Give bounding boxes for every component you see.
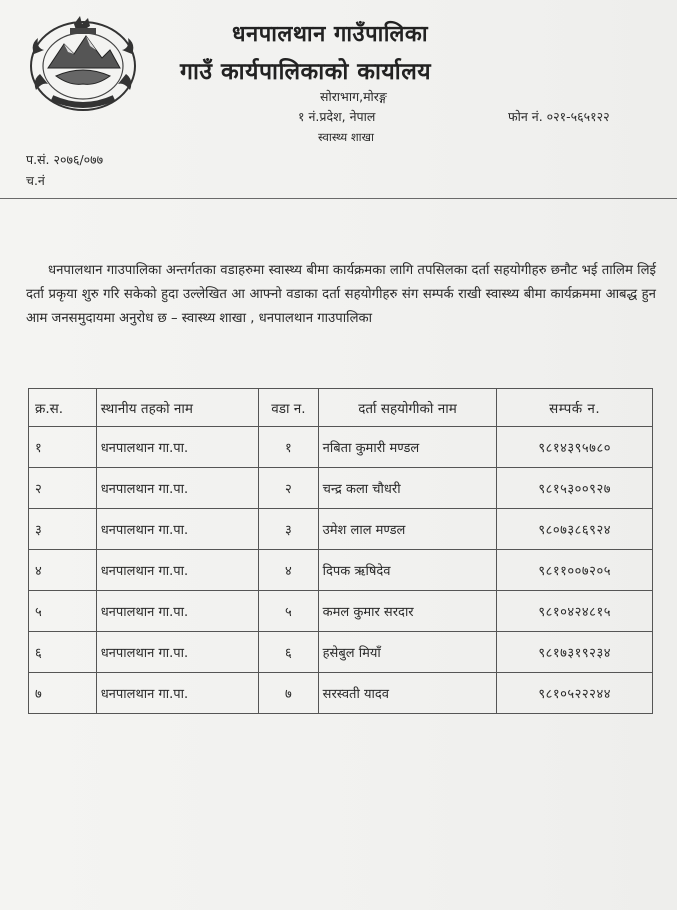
serial-cell: ३ xyxy=(29,509,97,550)
contact-cell: ९८१०४२४८१५ xyxy=(497,591,653,632)
serial-cell: ७ xyxy=(29,673,97,714)
local-body-cell: धनपालथान गा.पा. xyxy=(96,468,258,509)
contact-cell: ९८१५३००९२७ xyxy=(497,468,653,509)
table-row xyxy=(29,591,653,632)
header-assistant-name: दर्ता सहयोगीको नाम xyxy=(318,389,497,427)
dispatch-number: च.नं xyxy=(26,173,45,188)
assistant-name-cell: कमल कुमार सरदार xyxy=(318,591,497,632)
local-body-cell: धनपालथान गा.पा. xyxy=(96,509,258,550)
header-local-body: स्थानीय तहको नाम xyxy=(96,389,258,427)
assistant-name-cell: हसेबुल मियाँ xyxy=(318,632,497,673)
assistant-name-cell: सरस्वती यादव xyxy=(318,673,497,714)
assistant-name-cell: नबिता कुमारी मण्डल xyxy=(318,427,497,468)
address-line-1: सोराभाग,मोरङ्ग xyxy=(320,89,387,104)
assistant-name-cell: दिपक ऋषिदेव xyxy=(318,550,497,591)
registration-assistants-table xyxy=(28,388,653,714)
ward-cell: ३ xyxy=(259,509,319,550)
contact-cell: ९८१०५२२२४४ xyxy=(497,673,653,714)
contact-cell: ९८१४३९५७८० xyxy=(497,427,653,468)
ward-cell: ६ xyxy=(259,632,319,673)
government-emblem-icon xyxy=(26,14,140,114)
local-body-cell: धनपालथान गा.पा. xyxy=(96,427,258,468)
ward-cell: ५ xyxy=(259,591,319,632)
header-contact: सम्पर्क न. xyxy=(497,389,653,427)
header-serial: क्र.स. xyxy=(29,389,97,427)
local-body-cell: धनपालथान गा.पा. xyxy=(96,673,258,714)
address-line-2: १ नं.प्रदेश, नेपाल xyxy=(298,109,376,124)
table-row xyxy=(29,550,653,591)
header-divider xyxy=(0,198,677,199)
ward-cell: १ xyxy=(259,427,319,468)
local-body-cell: धनपालथान गा.पा. xyxy=(96,550,258,591)
table-row xyxy=(29,427,653,468)
table-header-row xyxy=(29,389,653,427)
serial-cell: ६ xyxy=(29,632,97,673)
table-row xyxy=(29,673,653,714)
serial-cell: २ xyxy=(29,468,97,509)
contact-cell: ९८११००७२०५ xyxy=(497,550,653,591)
ward-cell: ७ xyxy=(259,673,319,714)
table-row xyxy=(29,468,653,509)
notice-paragraph: धनपालथान गाउपालिका अन्तर्गतका वडाहरुमा स्वास्थ्य बीमा कार्यक्रमका लागि तपसिलका दर्ता सहयोगीहरु छनौट भई तालिम लिई दर्ता प्रकृया शुरु गरि सकेको हुदा उल्लेखित आ आफ्नो वडाका दर्ता सहयोगीहरु संग सम्पर्क राखी स्वास्थ्य बीमा कार्यक्रममा आबद्ध हुन आम जनसमुदायमा अनुरोध छ – स्वास्थ्य शाखा , धनपालथान गाउपालिका xyxy=(26,263,656,327)
municipality-name: धनपालथान गाउँपालिका xyxy=(232,22,429,47)
contact-cell: ९८०७३८६९२४ xyxy=(497,509,653,550)
contact-cell: ९८१७३१९२३४ xyxy=(497,632,653,673)
ward-cell: २ xyxy=(259,468,319,509)
table-row xyxy=(29,632,653,673)
local-body-cell: धनपालथान गा.पा. xyxy=(96,632,258,673)
table-row xyxy=(29,509,653,550)
local-body-cell: धनपालथान गा.पा. xyxy=(96,591,258,632)
assistant-name-cell: उमेश लाल मण्डल xyxy=(318,509,497,550)
serial-cell: ५ xyxy=(29,591,97,632)
assistant-name-cell: चन्द्र कला चौधरी xyxy=(318,468,497,509)
office-name: गाउँ कार्यपालिकाको कार्यालय xyxy=(180,59,432,85)
ward-cell: ४ xyxy=(259,550,319,591)
header-ward: वडा न. xyxy=(259,389,319,427)
fiscal-year-reference: प.सं. २०७६/०७७ xyxy=(26,152,104,167)
serial-cell: १ xyxy=(29,427,97,468)
serial-cell: ४ xyxy=(29,550,97,591)
branch-name: स्वास्थ्य शाखा xyxy=(318,130,375,144)
office-phone: फोन नं. ०२१-५६५१२२ xyxy=(508,109,610,124)
